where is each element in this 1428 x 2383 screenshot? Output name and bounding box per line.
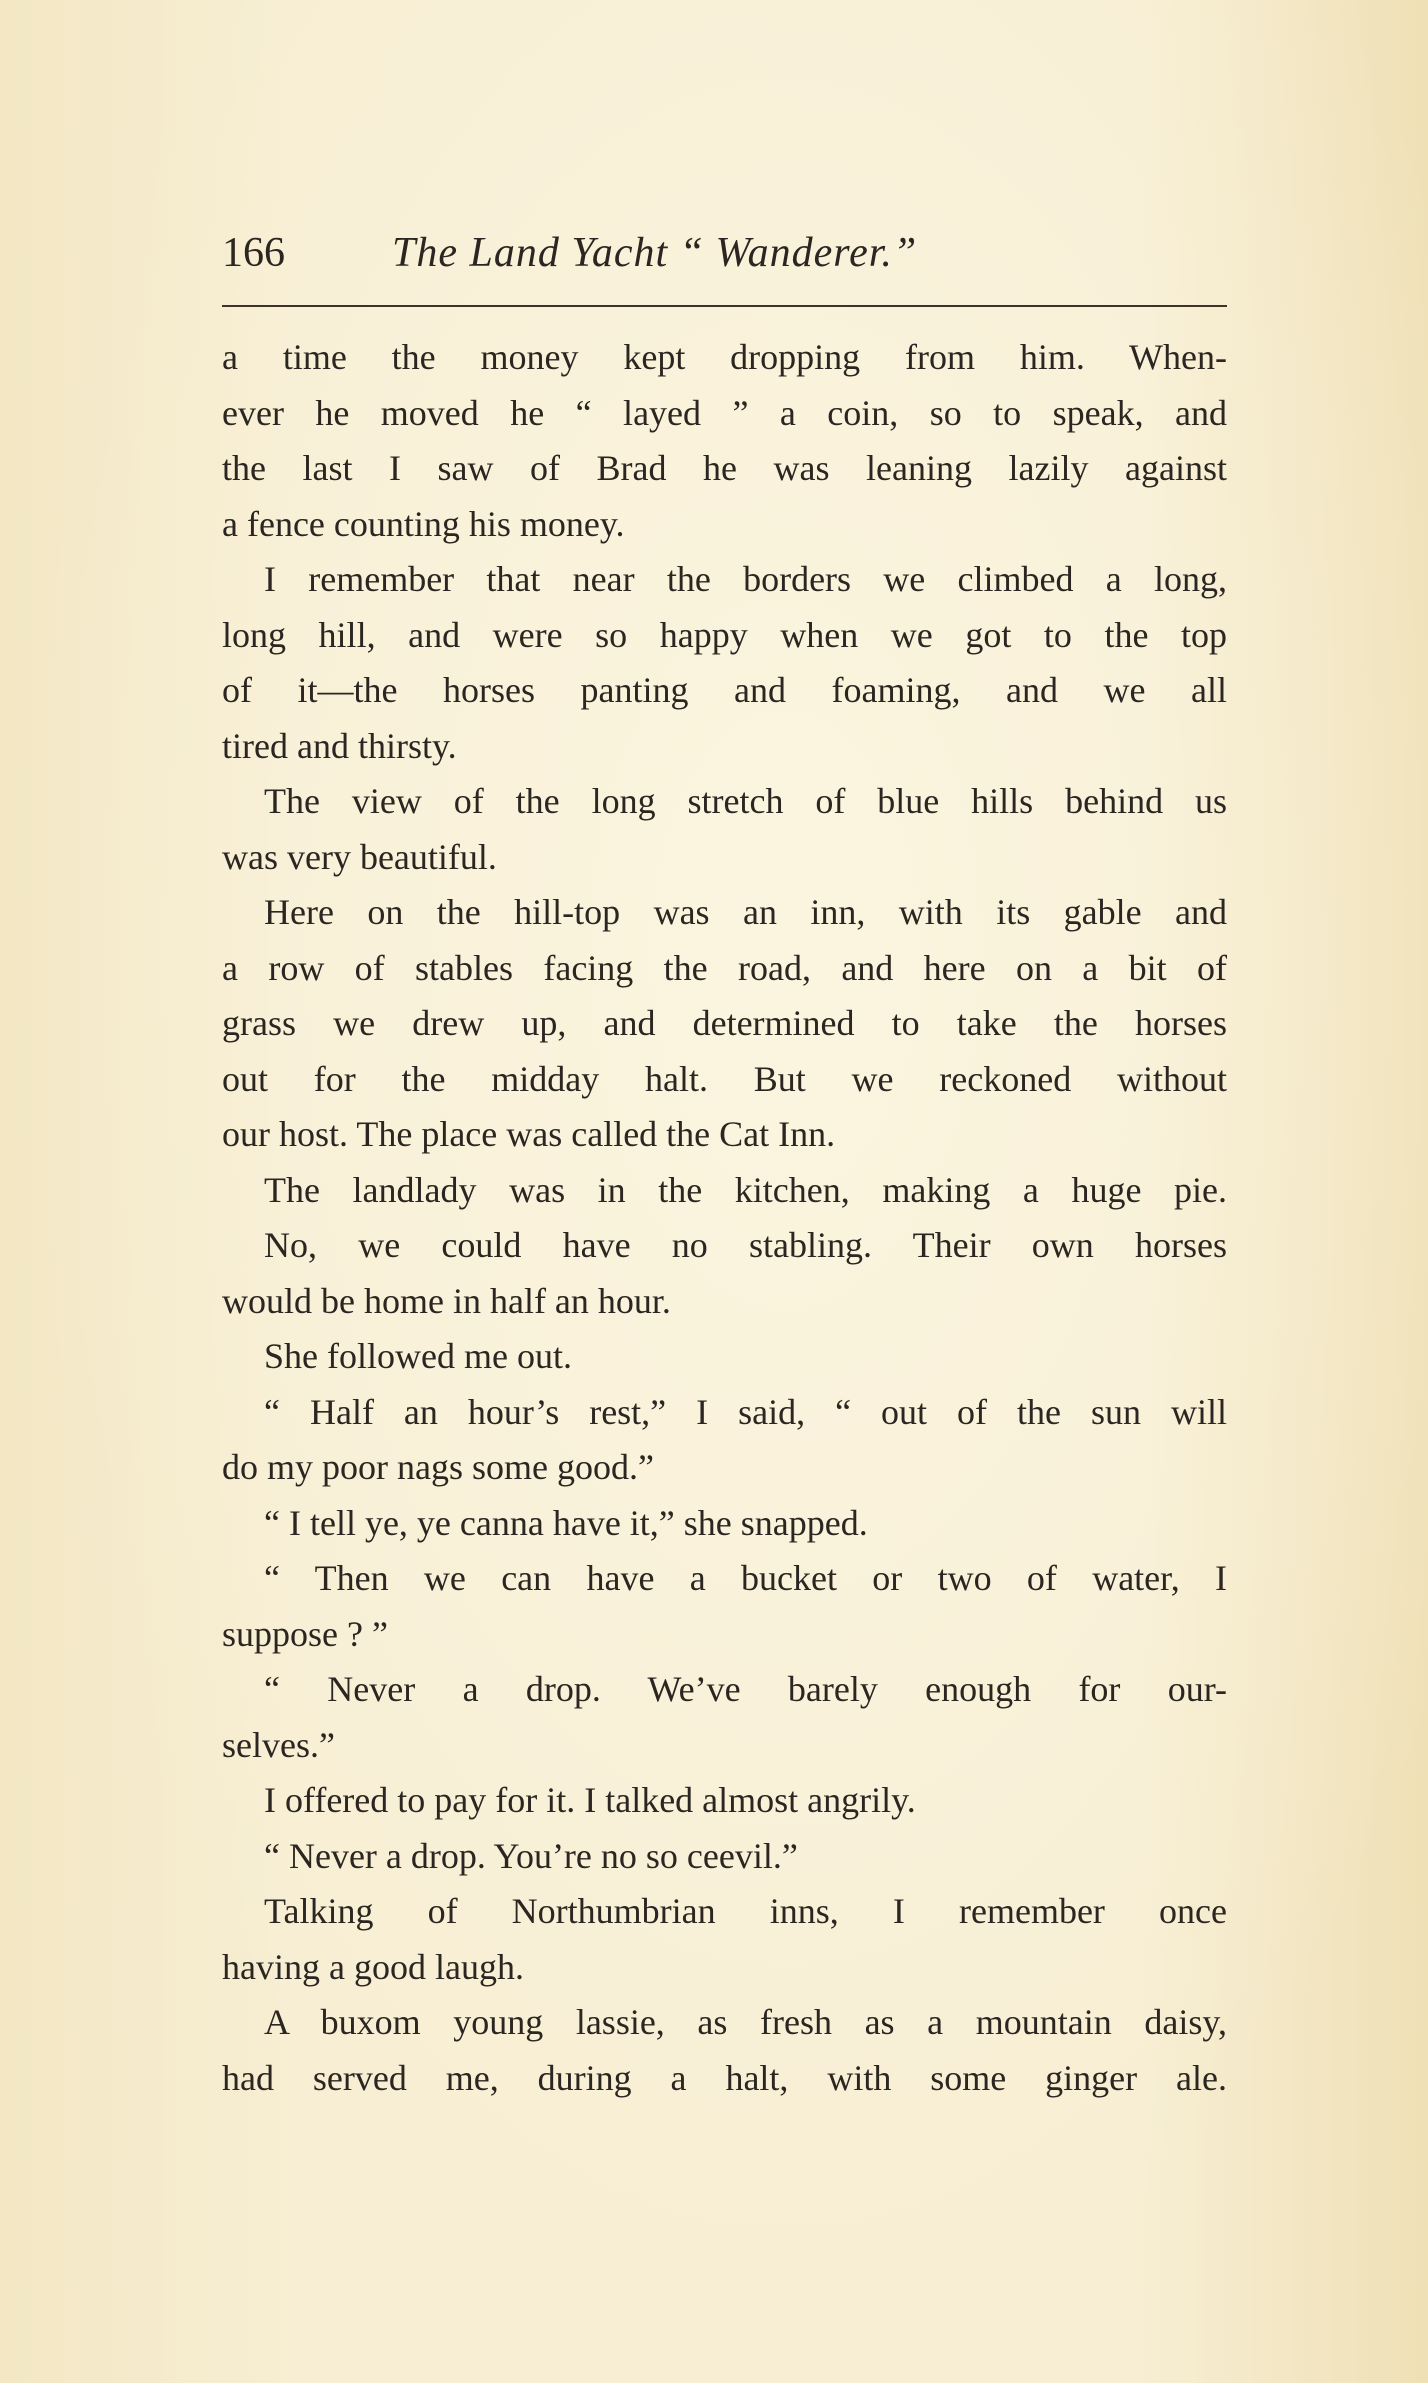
text-line: She followed me out. bbox=[264, 1336, 572, 1376]
text-line: our host. The place was called the Cat Inn. bbox=[222, 1114, 836, 1154]
text-line: having a good laugh. bbox=[222, 1946, 524, 1987]
text-line: Here on the hill-top was an inn, with its gable and bbox=[264, 892, 1227, 932]
text-line: ever he moved he “ layed ” a coin, so to speak, and bbox=[222, 392, 1227, 433]
text-line: selves.” bbox=[222, 1724, 335, 1765]
text-line: was very beautiful. bbox=[222, 836, 497, 877]
text-line: tired and thirsty. bbox=[222, 725, 457, 766]
text-line: “ I tell ye, ye canna have it,” she snapped. bbox=[264, 1502, 868, 1543]
text-line: the last I saw of Brad he was leaning lazily against bbox=[222, 448, 1227, 488]
text-line: I offered to pay for it. I talked almost angrily. bbox=[264, 1780, 916, 1820]
header-rule bbox=[222, 305, 1227, 307]
text-line: Talking of Northumbrian inns, I remember once bbox=[264, 1891, 1227, 1931]
page-number: 166 bbox=[222, 230, 285, 276]
text-line: would be home in half an hour. bbox=[222, 1280, 671, 1321]
body-text bbox=[222, 330, 1227, 2106]
text-line: “ Then we can have a bucket or two of water, I bbox=[264, 1558, 1227, 1598]
text-line: A buxom young lassie, as fresh as a mountain daisy, bbox=[264, 2002, 1227, 2042]
text-line: had served me, during a halt, with some ginger ale. bbox=[222, 2057, 1227, 2098]
text-line: of it—the horses panting and foaming, and we all bbox=[222, 670, 1227, 710]
text-line: long hill, and were so happy when we got to the top bbox=[222, 614, 1227, 655]
text-line: a row of stables facing the road, and here on a bit of bbox=[222, 947, 1227, 988]
text-line: a time the money kept dropping from him. When- bbox=[222, 337, 1227, 377]
text-line: No, we could have no stabling. Their own horses bbox=[264, 1225, 1227, 1265]
text-line: suppose ? ” bbox=[222, 1613, 388, 1654]
text-line: grass we drew up, and determined to take the horses bbox=[222, 1003, 1227, 1043]
page-header bbox=[222, 223, 1227, 283]
text-line: The view of the long stretch of blue hills behind us bbox=[264, 781, 1227, 821]
text-line: a fence counting his money. bbox=[222, 503, 625, 544]
text-line: “ Never a drop. We’ve barely enough for our- bbox=[264, 1669, 1227, 1709]
text-line: The landlady was in the kitchen, making a huge pie. bbox=[264, 1169, 1227, 1210]
running-title: The Land Yacht “ Wanderer.” bbox=[392, 230, 918, 276]
text-line: out for the midday halt. But we reckoned without bbox=[222, 1058, 1227, 1099]
text-line: do my poor nags some good.” bbox=[222, 1447, 654, 1487]
text-line: “ Never a drop. You’re no so ceevil.” bbox=[264, 1835, 798, 1876]
text-line: “ Half an hour’s rest,” I said, “ out of the sun will bbox=[264, 1391, 1227, 1432]
text-line: I remember that near the borders we climbed a long, bbox=[264, 559, 1227, 599]
